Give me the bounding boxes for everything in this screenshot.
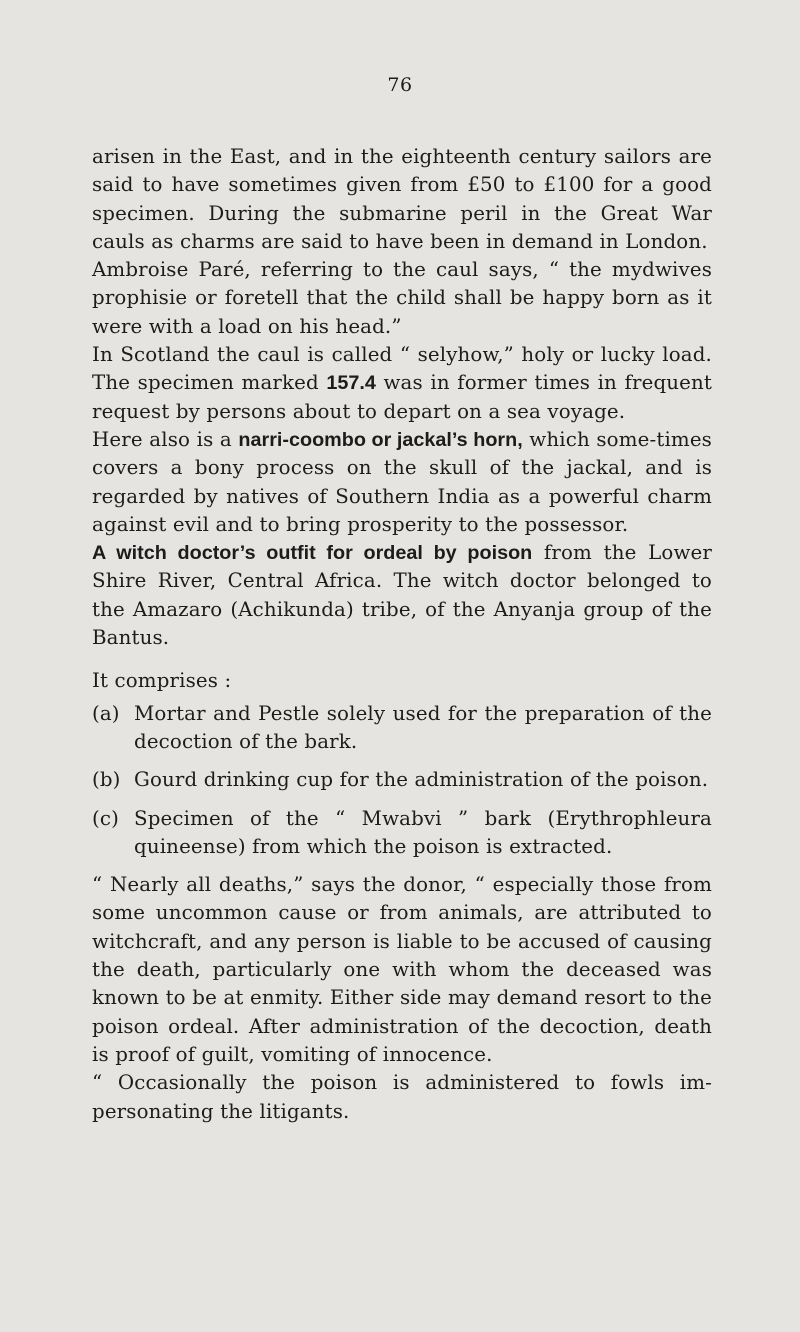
list-item-label: (b) [92, 768, 121, 792]
list-item-text: Gourd drinking cup for the administration of the poison. [134, 768, 709, 792]
list-item [92, 766, 712, 794]
list-item-label: (c) [92, 806, 119, 830]
list-item-label: (a) [92, 701, 120, 725]
paragraph-4 [92, 426, 712, 539]
list-item-text: Specimen of the “ Mwabvi ” bark (Erythrophleura quineense) from which the poison is extracted. [134, 806, 712, 858]
paragraph-2: Ambroise Paré, referring to the caul says, “ the mydwives prophisie or foretell that the child shall be happy born as it were with a load on his head.” [92, 258, 712, 338]
paragraph-5 [92, 539, 712, 652]
spacer [92, 652, 712, 667]
paragraph-6: It comprises : [92, 669, 232, 693]
paragraph-3-text-b: was in former times in frequent request by persons about to depart on a sea voyage. [92, 371, 712, 423]
jackal-horn-heading: narri-coombo or jackal’s horn, [238, 428, 523, 451]
paragraph-3-text-a: In Scotland the caul is called “ selyhow,” holy or lucky load. The specimen marked [92, 343, 712, 395]
paragraph-3 [92, 341, 712, 426]
paragraph-4-text-a: Here also is a [92, 427, 239, 451]
specimen-number: 157.4 [326, 372, 376, 395]
paragraph-4-text-b: which some-times covers a bony process on the skull of the jackal, and is regarded by natives of Southern India as a powerful charm against evil and to bring prosperity to the possessor. [92, 427, 712, 536]
paragraph-7: “ Nearly all deaths,” says the donor, “ especially those from some uncommon cause or from animals, are attributed to witchcraft, and any person is liable to be accused of causing the death, particularly one with whom the deceased was known to be at enmity. Either side may demand resort to the poison ordeal. After administration of the decoction, death is proof of guilt, vomiting of innocence. [92, 873, 712, 1066]
witch-doctor-outfit-heading: A witch doctor’s outfit for ordeal by poison [92, 542, 533, 565]
list-item [92, 700, 712, 757]
list-item [92, 805, 712, 862]
paragraph-8: “ Occasionally the poison is administered to fowls im-personating the litigants. [92, 1071, 712, 1123]
outfit-list [92, 700, 712, 861]
paragraph-5-text: from the Lower Shire River, Central Africa. The witch doctor belonged to the Amazaro (Achikunda) tribe, of the Anyanja group of the Bantus. [92, 541, 712, 650]
list-item-text: Mortar and Pestle solely used for the preparation of the decoction of the bark. [134, 701, 712, 753]
page-number: 76 [387, 74, 413, 96]
paragraph-1: arisen in the East, and in the eighteenth century sailors are said to have sometimes given from £50 to £100 for a good specimen. During the submarine peril in the Great War cauls as charms are said to have been in demand in London. [92, 145, 712, 253]
body-text [92, 143, 712, 1126]
